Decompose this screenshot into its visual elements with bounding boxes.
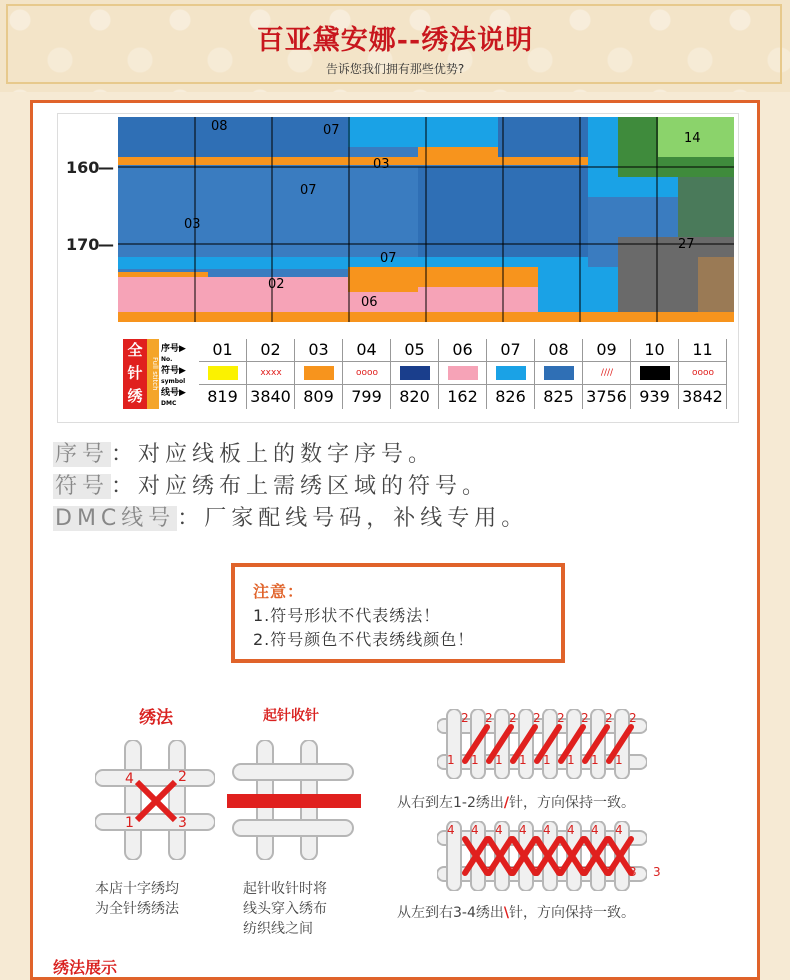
row2-caption-end: 针，方向保持一致。 <box>509 905 635 921</box>
stitch-number: 4 <box>591 823 599 837</box>
bottom-section-title: 绣法展示 <box>53 958 118 977</box>
legend-item-no: 06 <box>439 339 486 362</box>
legend-item <box>391 339 439 409</box>
legend-item-swatch <box>487 362 534 385</box>
legend-item <box>295 339 343 409</box>
legend-item <box>199 339 247 409</box>
method-title: 绣法 <box>139 708 173 728</box>
color-legend <box>123 339 735 409</box>
region-label: 03 <box>373 157 390 172</box>
page-header <box>0 0 790 92</box>
pattern-svg <box>118 117 734 322</box>
legend-item-no: 10 <box>631 339 678 362</box>
stitch-number: 1 <box>567 753 575 767</box>
pattern-chart <box>57 113 739 423</box>
method-num-2: 2 <box>178 769 187 785</box>
explain-dmc <box>53 501 528 532</box>
row-label-symbol: 符号▶ symbol <box>161 366 186 385</box>
legend-item <box>679 339 727 409</box>
region-label: 27 <box>678 237 695 252</box>
legend-item-swatch <box>343 362 390 385</box>
explain-symbol <box>53 469 489 500</box>
stitch-number: 4 <box>495 823 503 837</box>
swatch-box <box>400 366 430 380</box>
row-label-cn: 线号 <box>161 388 180 398</box>
pattern-grid <box>118 117 734 322</box>
region-label: 07 <box>380 251 397 266</box>
explain-key: DMC线号 <box>55 506 176 531</box>
swatch-box: xxxx <box>256 366 286 380</box>
row1-caption <box>397 793 635 813</box>
swatch-box: //// <box>592 366 622 380</box>
legend-side-label <box>123 339 147 409</box>
y-tick-mark: — <box>98 235 114 254</box>
notice-box <box>231 563 565 663</box>
legend-row-labels <box>159 339 199 409</box>
stitch-number: 3 <box>605 865 613 879</box>
legend-item-dmc: 820 <box>399 387 430 406</box>
row-label-en: DMC <box>161 400 177 407</box>
legend-item-no: 03 <box>295 339 342 362</box>
explain-text: ：对应线板上的数字序号。 <box>111 442 436 467</box>
legend-item-no: 09 <box>583 339 630 362</box>
row-label-en: symbol <box>161 378 186 385</box>
cross-stitch-diagram <box>95 740 215 860</box>
page-title: 百亚黛安娜--绣法说明 <box>256 25 534 56</box>
swatch-box <box>640 366 670 380</box>
legend-item-no: 04 <box>343 339 390 362</box>
stitch-number: 2 <box>557 711 565 725</box>
stitch-number: 4 <box>543 823 551 837</box>
legend-item <box>343 339 391 409</box>
legend-item-dmc: 939 <box>639 387 670 406</box>
stitch-number: 3 <box>485 865 493 879</box>
stitch-number: 1 <box>447 753 455 767</box>
legend-item-swatch <box>679 362 726 385</box>
explain-no <box>53 437 435 468</box>
legend-item-swatch <box>583 362 630 385</box>
stitch-number: 1 <box>591 753 599 767</box>
explain-text: ：对应绣布上需绣区域的符号。 <box>111 474 490 499</box>
legend-item <box>535 339 583 409</box>
swatch-box <box>208 366 238 380</box>
region-label: 14 <box>684 131 701 146</box>
legend-item-no: 02 <box>247 339 294 362</box>
swatch-box <box>448 366 478 380</box>
start-end-caption-line: 线头穿入绣布 <box>243 901 327 917</box>
legend-item <box>583 339 631 409</box>
stitch-number: 3 <box>509 865 517 879</box>
start-end-title: 起针收针 <box>263 708 319 724</box>
legend-item-dmc: 3842 <box>682 387 723 406</box>
legend-item-dmc: 162 <box>447 387 478 406</box>
region-label: 07 <box>323 123 340 138</box>
legend-item-swatch <box>391 362 438 385</box>
legend-side-char: 绣 <box>127 387 143 405</box>
row-label-cn: 符号 <box>161 366 180 376</box>
legend-item <box>439 339 487 409</box>
page-subtitle: 告诉您我们拥有那些优势? <box>325 62 465 76</box>
legend-side-char: 全 <box>127 341 143 359</box>
legend-item-swatch <box>247 362 294 385</box>
row2-caption-text: 从左到右3-4绣出 <box>397 905 504 921</box>
stitch-number: 4 <box>615 823 623 837</box>
stitch-number: 4 <box>567 823 575 837</box>
stitch-number: 3 <box>629 865 637 879</box>
start-end-caption-line: 纺织线之间 <box>243 921 313 937</box>
method-caption-line: 为全针绣绣法 <box>95 901 179 917</box>
legend-item-dmc: 825 <box>543 387 574 406</box>
y-tick-160: 160 <box>66 158 100 177</box>
explain-text: ：厂家配线号码，补线专用。 <box>177 506 529 531</box>
stitch-number: 3 <box>653 865 661 879</box>
stitch-number: 3 <box>533 865 541 879</box>
stitch-number: 1 <box>519 753 527 767</box>
start-end-diagram <box>227 740 361 860</box>
stitch-number: 2 <box>461 711 469 725</box>
stitch-number: 4 <box>447 823 455 837</box>
legend-item-no: 08 <box>535 339 582 362</box>
slash-glyph: / <box>503 795 509 811</box>
y-tick-mark: — <box>98 158 114 177</box>
legend-item-no: 11 <box>679 339 726 362</box>
region-label: 02 <box>268 277 285 292</box>
legend-side-char: 针 <box>127 364 143 382</box>
legend-item <box>247 339 295 409</box>
row-label-dmc: 线号▶ DMC <box>161 388 186 407</box>
stitch-number: 2 <box>509 711 517 725</box>
stitch-number: 1 <box>495 753 503 767</box>
start-end-caption <box>243 879 327 939</box>
method-num-4: 4 <box>125 771 134 787</box>
swatch-box <box>544 366 574 380</box>
method-num-3: 3 <box>178 815 187 831</box>
stitch-number: 3 <box>581 865 589 879</box>
stitch-number: 4 <box>471 823 479 837</box>
row-label-en: No. <box>161 356 173 363</box>
row2-caption <box>397 903 635 923</box>
backslash-glyph: \ <box>503 905 509 921</box>
region-label: 03 <box>184 217 201 232</box>
legend-item-swatch <box>631 362 678 385</box>
legend-item-swatch <box>295 362 342 385</box>
notice-title: 注意： <box>253 582 305 601</box>
method-num-1: 1 <box>125 815 134 831</box>
legend-item-dmc: 819 <box>207 387 238 406</box>
stitch-number: 2 <box>533 711 541 725</box>
legend-item-no: 07 <box>487 339 534 362</box>
explain-key: 符号 <box>55 474 110 499</box>
content-panel <box>30 100 760 980</box>
legend-item-dmc: 809 <box>303 387 334 406</box>
stitch-number: 1 <box>471 753 479 767</box>
legend-item <box>631 339 679 409</box>
region-label: 07 <box>300 183 317 198</box>
explain-key: 序号 <box>55 442 110 467</box>
legend-side-sub: Full stitch <box>147 339 159 409</box>
legend-item-dmc: 799 <box>351 387 382 406</box>
row1-caption-text: 从右到左1-2绣出 <box>397 795 504 811</box>
region-label: 08 <box>211 119 228 134</box>
stitch-number: 2 <box>605 711 613 725</box>
swatch-box: oooo <box>688 366 718 380</box>
row1-caption-end: 针，方向保持一致。 <box>509 795 635 811</box>
legend-item-dmc: 3756 <box>586 387 627 406</box>
legend-item-dmc: 826 <box>495 387 526 406</box>
legend-item-swatch <box>199 362 246 385</box>
row-label-cn: 序号 <box>161 344 180 354</box>
swatch-box <box>496 366 526 380</box>
legend-item <box>487 339 535 409</box>
start-end-caption-line: 起针收针时将 <box>243 881 327 897</box>
stitch-number: 1 <box>543 753 551 767</box>
stitch-number: 1 <box>615 753 623 767</box>
notice-line-1: 1.符号形状不代表绣法！ <box>253 606 441 625</box>
method-caption-line: 本店十字绣均 <box>95 881 179 897</box>
legend-item-dmc: 3840 <box>250 387 291 406</box>
legend-item-no: 01 <box>199 339 246 362</box>
swatch-box <box>304 366 334 380</box>
stitch-number: 3 <box>557 865 565 879</box>
stitch-number: 2 <box>581 711 589 725</box>
region-label: 06 <box>361 295 378 310</box>
legend-item-swatch <box>439 362 486 385</box>
notice-line-2: 2.符号颜色不代表绣线颜色！ <box>253 630 475 649</box>
method-caption <box>95 879 179 919</box>
legend-item-no: 05 <box>391 339 438 362</box>
y-tick-170: 170 <box>66 235 100 254</box>
legend-item-swatch <box>535 362 582 385</box>
row-label-no: 序号▶ No. <box>161 344 186 363</box>
stitch-number: 2 <box>485 711 493 725</box>
stitch-number: 4 <box>519 823 527 837</box>
swatch-box: oooo <box>352 366 382 380</box>
stitch-number: 2 <box>629 711 637 725</box>
